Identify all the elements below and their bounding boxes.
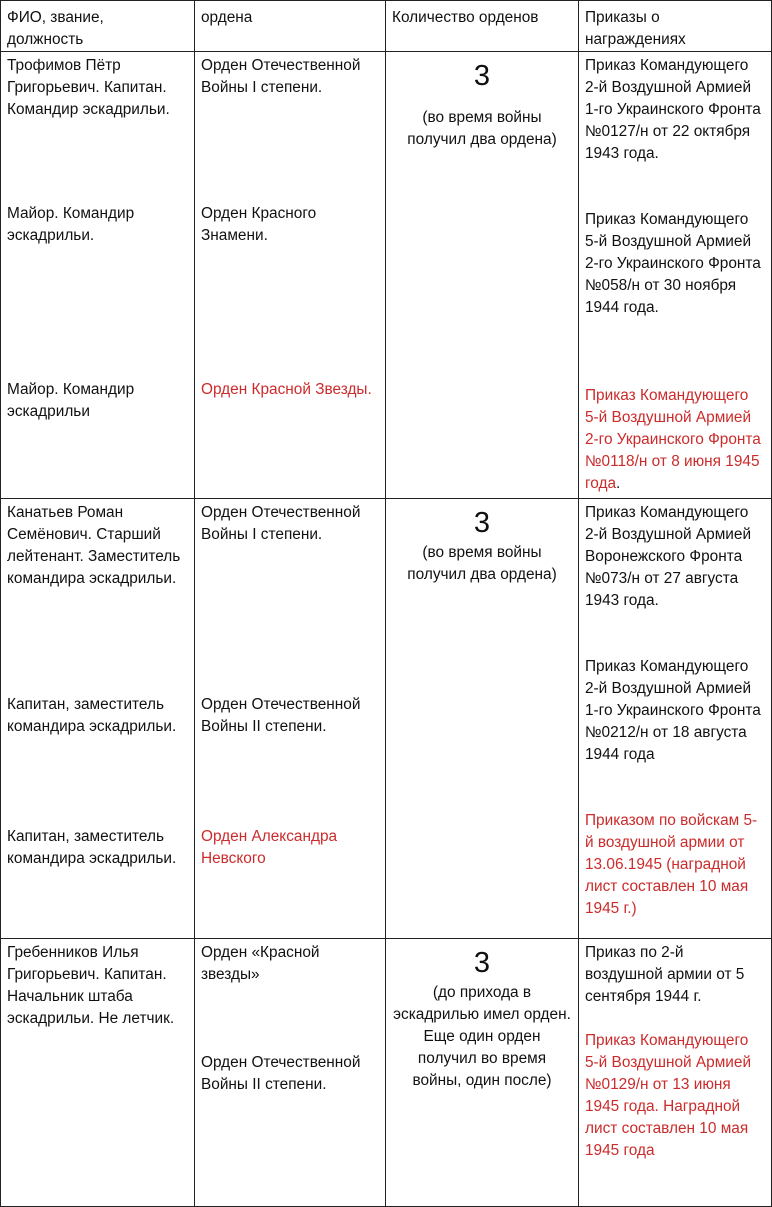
- count-cell: [386, 939, 579, 1207]
- order-entry: Орден Красной Звезды.: [201, 381, 372, 398]
- header-decrees: Приказы о награждениях: [579, 1, 772, 52]
- header-orders: ордена: [195, 1, 386, 52]
- order-count: 3: [473, 947, 491, 979]
- decree-entry: Приказ Командующего 5-й Воздушной Армией 2-го Украинского Фронта №0118/н от 8 июня 1945 года.: [585, 387, 761, 492]
- person-entry: Капитан, заместитель командира эскадрильи.: [7, 696, 177, 735]
- person-cell: [1, 52, 195, 499]
- order-entry: Орден «Красной звезды»: [201, 944, 320, 983]
- decree-cell: [579, 52, 772, 499]
- person-entry: Гребенников Илья Григорьевич. Капитан. Начальник штаба эскадрильи. Не летчик.: [7, 944, 175, 1027]
- decree-entry: Приказ Командующего 2-й Воздушной Армией 1-го Украинского Фронта №0212/н от 18 августа 1944 года: [585, 658, 761, 763]
- decree-entry: Приказ Командующего 5-й Воздушной Армией №0129/н от 13 июня 1945 года. Наградной лист составлен 10 мая 1945 года: [585, 1032, 752, 1159]
- decree-cell: [579, 939, 772, 1207]
- person-entry: Капитан, заместитель командира эскадрильи.: [7, 828, 177, 867]
- order-entry: Орден Отечественной Войны I степени.: [201, 504, 361, 543]
- table-row: [1, 52, 772, 499]
- count-cell: [386, 52, 579, 499]
- order-entry: Орден Отечественной Войны I степени.: [201, 57, 361, 96]
- decree-entry: Приказ Командующего 5-й Воздушной Армией 2-го Украинского Фронта №058/н от 30 ноября 1944 года.: [585, 211, 761, 316]
- decree-entry: Приказ Командующего 2-й Воздушной Армией 1-го Украинского Фронта №0127/н от 22 октября 1943 года.: [585, 57, 761, 162]
- order-entry: Орден Красного Знамени.: [201, 205, 317, 244]
- table-row: [1, 499, 772, 939]
- person-cell: [1, 939, 195, 1207]
- person-entry: Майор. Командир эскадрильи: [7, 381, 135, 420]
- order-cell: [195, 499, 386, 939]
- order-entry: Орден Отечественной Войны II степени.: [201, 696, 361, 735]
- decree-entry: Приказ Командующего 2-й Воздушной Армией Воронежского Фронта №073/н от 27 августа 1943 года.: [585, 504, 752, 609]
- order-count: 3: [473, 60, 491, 92]
- table-row: [1, 939, 772, 1207]
- person-entry: Трофимов Пётр Григорьевич. Капитан. Командир эскадрильи.: [7, 57, 170, 118]
- count-note: (во время войны получил два ордена): [407, 109, 557, 148]
- order-count: 3: [473, 507, 491, 539]
- decree-entry: Приказом по войскам 5-й воздушной армии от 13.06.1945 (наградной лист составлен 10 мая 1945 г.): [585, 812, 758, 917]
- header-count: Количество орденов: [386, 1, 579, 52]
- count-cell: [386, 499, 579, 939]
- header-row: [1, 1, 772, 52]
- decree-entry: Приказ по 2-й воздушной армии от 5 сентября 1944 г.: [585, 944, 745, 1005]
- order-cell: [195, 52, 386, 499]
- order-entry: Орден Отечественной Войны II степени.: [201, 1054, 361, 1093]
- person-cell: [1, 499, 195, 939]
- decree-cell: [579, 499, 772, 939]
- person-entry: Майор. Командир эскадрильи.: [7, 205, 135, 244]
- header-name-rank: ФИО, звание, должность: [1, 1, 195, 52]
- order-cell: [195, 939, 386, 1207]
- person-entry: Канатьев Роман Семёнович. Старший лейтенант. Заместитель командира эскадрильи.: [7, 504, 181, 587]
- count-note: (до прихода в эскадрилью имел орден. Еще один орден получил во время войны, один после): [393, 984, 571, 1089]
- order-entry: Орден Александра Невского: [201, 828, 338, 867]
- count-note: (во время войны получил два ордена): [407, 544, 557, 583]
